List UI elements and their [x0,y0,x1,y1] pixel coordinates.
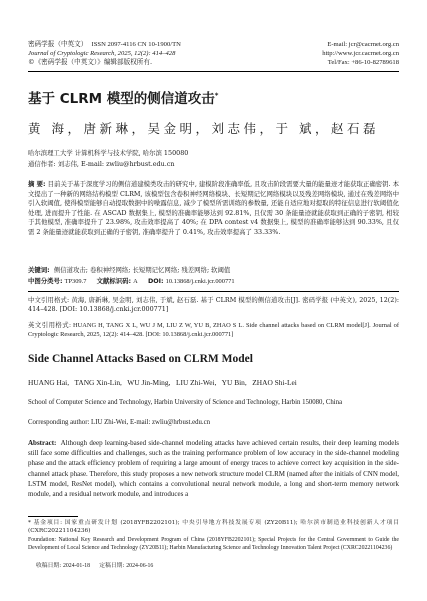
abstract-en-label: Abstract: [28,439,57,447]
keywords-cn-label: 关键词: [28,266,50,274]
abstract-cn-label: 摘 要: [28,180,46,188]
clc-value: TP309.7 [64,278,87,285]
abstract-en-text: Although deep learning-based side-channel modeling attacks have achieved certain results, their deep learning models still face some difficulties and challenges, such as the training performance problem of low accuracy in the side-channel modeling phase and the attack efficiency problem of requiring a large amount of energy traces to achieve correct key acquisition in the side-channel attack phase. Therefore, this study proposes a new network structure model CLRM (named after the initials of CNN model, LSTM model, ResNet model), which contains a convolutional neural network module, a long and short-term memory network module, and a residual network module, and introduces a [28,439,399,499]
journal-header-left [28,40,181,67]
abstract-cn-text: 目前关于基于深度学习的侧信道建模类攻击的研究中, 建模阶段准确率低, 且攻击阶段需要大量的能量迹才能获取正确密钥. 本文提出了一种新的网络结构模型 CLRM, 该模型包含卷积神经网络模块、长短期记忆网络模块以及残差网络模块, 通过在残差网络中引入软阈值, 使得模型能够自动提取数据中的噪露信息, 减少了模型所需训练的参数量, 还能自适应地对提取的特征信息进行软阈值化处理, 进而提升了性能. 在 ASCAD 数据集上, 模型的准确率能够达到 92.81%, 且仅需 30 条能量迹就能获取到正确的子密钥, 相较于其他模型, 准确率提升了 23.98%, 攻击效率提高了 40%; 在 DPA contest v4 数据集上, 模型的准确率能够达到 90.33%, 且仅需 2 条能量迹就能获取到正确的子密钥, 准确率提升了 0.41%, 攻击效率提高了 33.33%. [28,180,399,236]
copyright-line: ©《密码学报（中英文）》编辑部版权所有. [28,58,153,66]
doi-label: DOI: [147,277,164,285]
doc-code-label: 文献标识码: [96,277,132,285]
corresponding-cn: 通信作者: 刘志伟, E-mail: zwliu@hrbust.edu.cn [28,160,175,168]
authors-en: HUANG Hai, TANG Xin-Lin, WU Jin-Ming, LIU Zhi-Wei, YU Bin, ZHAO Shi-Lei [28,378,297,387]
footnote-fund-cn: * 基金项目: 国家重点研发计划 (2018YFB2202101); 中央引导地方科技发展专项 (ZY20B11); 哈尔滨市制造业科技创新人才项目 (CXRC20221104236) [28,520,399,534]
classification-line [28,277,235,286]
section-rule [28,291,399,292]
footnote-rule [28,516,78,517]
clc-label: 中图分类号: [28,277,63,285]
journal-name-cn: 密码学报（中英文） [28,40,88,48]
journal-header-right [322,40,399,67]
received-date: 2024-01-18 [63,563,91,569]
journal-url[interactable]: http://www.jcr.cacrnet.org.cn [322,50,399,57]
doc-code-value: A [133,278,138,285]
footnote-fund-en: Foundation: National Key Research and Development Program of China (2018YFB2202101); Special Projects for the Central Government to Guide the Development of Local Science and Technology (ZY20B11); Harbin Manufacturing Science and Technology Innovation Talent Project (CXRC20221104236) [28,537,399,551]
doi-value[interactable]: 10.13868/j.cnki.jcr.000771 [165,278,235,285]
affiliation-cn: 哈尔滨理工大学 计算机科学与技术学院, 哈尔滨 150080 [28,149,189,157]
abstract-cn [28,180,399,238]
authors-cn: 黄 海，唐新琳，吴金明，刘志伟，于 斌，赵石磊 [28,121,379,136]
keywords-cn [28,266,230,275]
journal-email: E-mail: jcr@cacrnet.org.cn [327,41,399,48]
journal-telfax: Tel/Fax: +86-10-82789618 [327,59,399,66]
received-label: 收稿日期: [36,563,62,569]
title-footnote-mark: * [214,91,219,100]
abstract-en [28,438,399,499]
citation-en: 英文引用格式: HUANG H, TANG X L, WU J M, LIU Z W, YU B, ZHAO S L. Side channel attacks based on CLRM model[J]. Journal of Cryptologic Research, 2025, 12(2): 414–428. [DOI: 10.13868/j.cnki.jcr.000771] [28,322,399,339]
final-label: 定稿日期: [99,563,125,569]
corresponding-en: Corresponding author: LIU Zhi-Wei, E-mail: zwliu@hrbust.edu.cn [28,419,211,426]
final-date: 2024-06-16 [126,563,154,569]
citation-cn: 中文引用格式: 黄海, 唐新琳, 吴金明, 刘志伟, 于斌, 赵石磊. 基于 CLRM 模型的侧信道攻击[J]. 密码学报 (中英文), 2025, 12(2): 414–428. [DOI: 10.13868/j.cnki.jcr.000771] [28,296,399,314]
keywords-cn-text: 侧信道攻击; 卷积神经网络; 长短期记忆网络; 残差网络; 软阈值 [53,266,231,274]
journal-en-line: Journal of Cryptologic Research, 2025, 12(2): 414–428 [28,50,176,57]
paper-title-cn-text: 基于 CLRM 模型的侧信道攻击 [28,91,215,107]
header-rule [28,71,399,72]
paper-title-cn [28,87,218,107]
paper-title-en: Side Channel Attacks Based on CLRM Model [28,353,253,365]
footnote-dates [36,562,153,570]
affiliation-en: School of Computer Science and Technology, Harbin University of Science and Technology, Harbin 150080, China [28,399,343,406]
issn-cn: ISSN 2097-4116 CN 10-1900/TN [91,41,181,48]
